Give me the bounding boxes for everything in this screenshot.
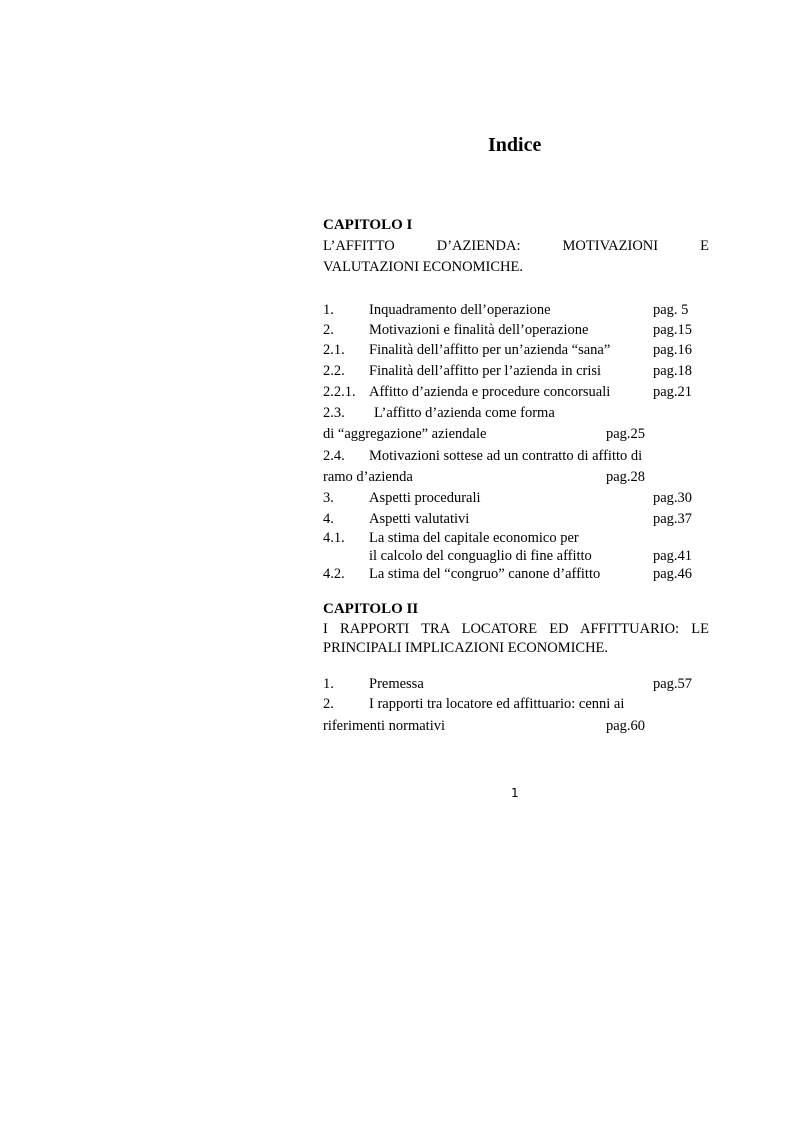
toc-entry-text-continued: di “aggregazione” aziendale <box>323 426 487 442</box>
toc-entry-number: 4.2. <box>323 566 345 582</box>
toc-entry-page: pag.46 <box>653 566 693 582</box>
toc-entry-text: La stima del capitale economico per <box>369 530 579 546</box>
toc-entry-page: pag.41 <box>653 548 693 564</box>
toc-entry-page: pag.37 <box>653 511 693 527</box>
toc-entry-text: Aspetti valutativi <box>369 511 470 527</box>
toc-entry-number: 2.1. <box>323 342 345 358</box>
chapter-1-heading: CAPITOLO I <box>323 217 413 233</box>
toc-entry-text-continued: ramo d’azienda <box>323 469 413 485</box>
toc-entry-page: pag.60 <box>606 718 646 734</box>
toc-entry-text: L’affitto d’azienda come forma <box>374 405 555 421</box>
toc-entry-number: 2. <box>323 696 334 712</box>
toc-entry-number: 1. <box>323 302 334 318</box>
toc-entry-number: 2.2. <box>323 363 345 379</box>
toc-entry-page: pag. 5 <box>653 302 689 318</box>
toc-entry-number: 4.1. <box>323 530 345 546</box>
toc-entry-text: Finalità dell’affitto per l’azienda in crisi <box>369 363 602 379</box>
chapter-1-subtitle-line1: L’AFFITTO D’AZIENDA: MOTIVAZIONI E <box>323 238 709 254</box>
toc-entry-page: pag.18 <box>653 363 693 379</box>
toc-entry-text: Motivazioni e finalità dell’operazione <box>369 322 589 338</box>
toc-entry-text-continued: il calcolo del conguaglio di fine affitto <box>369 548 592 564</box>
toc-entry-number: 1. <box>323 676 334 692</box>
toc-entry-number: 4. <box>323 511 334 527</box>
toc-entry-number: 3. <box>323 490 334 506</box>
toc-entry-text: Premessa <box>369 676 424 692</box>
chapter-2-heading: CAPITOLO II <box>323 601 419 617</box>
toc-entry-page: pag.21 <box>653 384 693 400</box>
page-number: 1 <box>511 786 519 800</box>
toc-entry-text: La stima del “congruo” canone d’affitto <box>369 566 601 582</box>
toc-entry-text: Aspetti procedurali <box>369 490 481 506</box>
toc-entry-page: pag.57 <box>653 676 693 692</box>
page-title: Indice <box>488 134 542 156</box>
toc-entry-number: 2.4. <box>323 448 345 464</box>
chapter-1-subtitle-line2: VALUTAZIONI ECONOMICHE. <box>323 259 523 275</box>
toc-entry-text: Inquadramento dell’operazione <box>369 302 551 318</box>
toc-entry-page: pag.28 <box>606 469 646 485</box>
toc-entry-text: Finalità dell’affitto per un’azienda “sana” <box>369 342 611 358</box>
toc-entry-number: 2. <box>323 322 334 338</box>
toc-entry-text: I rapporti tra locatore ed affittuario: cenni ai <box>369 696 625 712</box>
toc-entry-text-continued: riferimenti normativi <box>323 718 446 734</box>
toc-entry-number: 2.3. <box>323 405 345 421</box>
chapter-2-subtitle-line1: I RAPPORTI TRA LOCATORE ED AFFITTUARIO: LE <box>323 621 709 637</box>
toc-entry-text: Motivazioni sottese ad un contratto di affitto di <box>369 448 643 464</box>
toc-entry-page: pag.25 <box>606 426 646 442</box>
toc-entry-page: pag.15 <box>653 322 693 338</box>
toc-entry-number: 2.2.1. <box>323 384 356 400</box>
toc-entry-text: Affitto d’azienda e procedure concorsuali <box>369 384 611 400</box>
toc-entry-page: pag.16 <box>653 342 693 358</box>
toc-entry-page: pag.30 <box>653 490 693 506</box>
chapter-2-subtitle-line2: PRINCIPALI IMPLICAZIONI ECONOMICHE. <box>323 640 609 656</box>
